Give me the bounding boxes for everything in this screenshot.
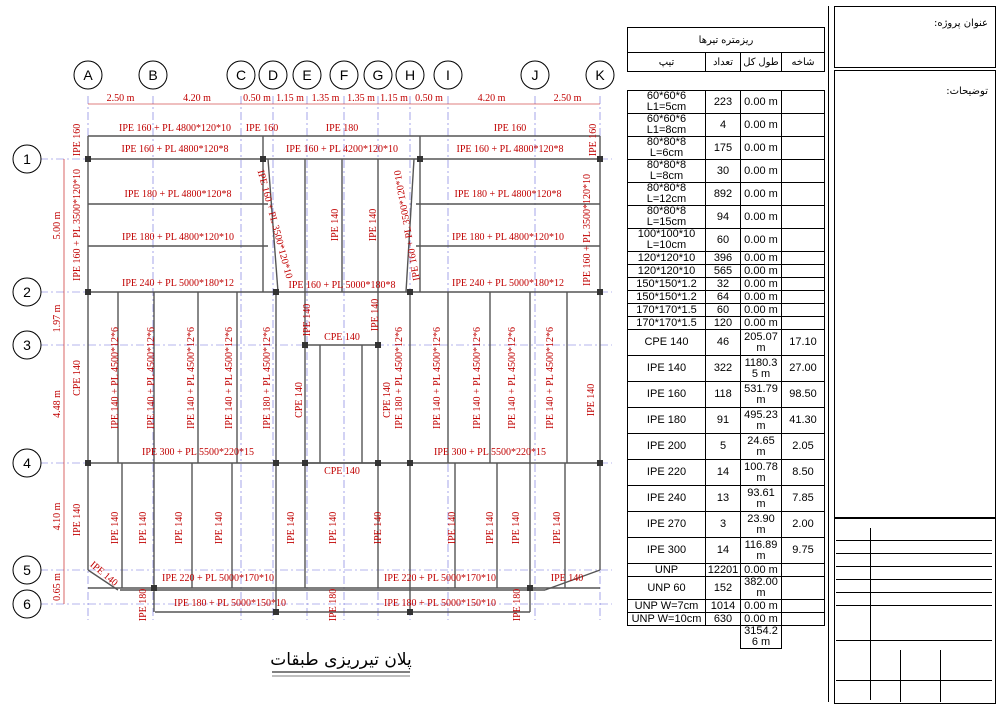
table-row <box>628 317 825 330</box>
table-cell-count: 630 <box>706 613 741 626</box>
top-dimension: 1.15 m <box>276 93 304 104</box>
table-row <box>628 512 825 538</box>
table-cell-type: 80*80*8 L=12cm <box>628 183 706 206</box>
left-dimension: 0.65 m <box>52 573 63 601</box>
beam-label-v45: IPE 140 <box>511 511 522 545</box>
svg-text:4: 4 <box>23 455 31 471</box>
column-marker <box>407 289 413 295</box>
column-marker <box>273 289 279 295</box>
column-marker <box>597 460 603 466</box>
column-marker <box>273 609 279 615</box>
table-header-0: تیپ <box>628 53 706 72</box>
table-cell-length: 531.79 m <box>741 382 782 408</box>
left-dimension: 4.48 m <box>52 390 63 418</box>
top-dimension: 1.35 m <box>311 93 340 104</box>
column-marker <box>375 342 381 348</box>
table-cell-length: 0.00 m <box>741 600 782 613</box>
table-cell-length: 0.00 m <box>741 291 782 304</box>
table-cell-type: 80*80*8 L=6cm <box>628 137 706 160</box>
table-cell-length: 0.00 m <box>741 229 782 252</box>
table-cell-length: 0.00 m <box>741 183 782 206</box>
table-cell-length: 1180.35 m <box>741 356 782 382</box>
table-cell-branch <box>782 91 825 114</box>
table-cell-branch <box>782 600 825 613</box>
table-cell-count: 152 <box>706 577 741 600</box>
table-cell-count: 5 <box>706 434 741 460</box>
svg-text:J: J <box>531 67 539 83</box>
table-cell-length: 382.00 m <box>741 577 782 600</box>
beam-label-r1_left: IPE 160 + PL 4800*120*10 <box>119 123 231 134</box>
table-cell-type: 100*100*10 L=10cm <box>628 229 706 252</box>
column-marker <box>527 585 533 591</box>
table-cell-type: 170*170*1.5 <box>628 317 706 330</box>
grid-bubble-row-2 <box>13 278 41 306</box>
table-cell-count: 64 <box>706 291 741 304</box>
table-cell-length: 0.00 m <box>741 206 782 229</box>
table-cell-length: 205.07 m <box>741 330 782 356</box>
table-cell-branch <box>782 577 825 600</box>
table-cell-count: 46 <box>706 330 741 356</box>
table-cell-branch: 27.00 <box>782 356 825 382</box>
project-title-label: عنوان پروژه: <box>933 18 988 29</box>
beam-label-v45: IPE 140 <box>552 511 563 545</box>
beam-label-vE3: CPE 140 <box>294 382 305 418</box>
beam-label-v23_6: IPE 180 + PL 4500*12*6 <box>394 327 405 429</box>
column-marker <box>417 156 423 162</box>
beam-schedule-table <box>627 27 825 649</box>
table-cell-branch <box>782 183 825 206</box>
grid-bubble-I <box>434 61 462 89</box>
column-marker <box>302 342 308 348</box>
left-dimension: 4.10 m <box>52 502 63 531</box>
svg-text:G: G <box>372 67 384 83</box>
beam-label-r2_right: IPE 240 + PL 5000*180*12 <box>452 278 564 289</box>
table-cell-count: 32 <box>706 278 741 291</box>
grid-bubble-F <box>330 61 358 89</box>
table-header-2: طول کل <box>741 53 782 72</box>
beam-label-v56: IPE 180 <box>138 588 149 622</box>
table-row <box>628 160 825 183</box>
table-cell-length: 0.00 m <box>741 304 782 317</box>
table-cell-count: 14 <box>706 538 741 564</box>
beam-label-v45: IPE 140 <box>286 511 297 545</box>
table-cell-type: 170*170*1.5 <box>628 304 706 317</box>
title-block-rule <box>836 605 992 606</box>
table-cell-type: 60*60*6 L1=8cm <box>628 114 706 137</box>
column-marker <box>260 156 266 162</box>
title-block <box>834 518 996 704</box>
table-cell-branch <box>782 160 825 183</box>
svg-text:K: K <box>595 67 605 83</box>
table-cell-count: 94 <box>706 206 741 229</box>
table-cell-length: 0.00 m <box>741 265 782 278</box>
table-cell-type <box>628 626 706 649</box>
table-cell-branch <box>782 114 825 137</box>
top-dimension: 1.15 m <box>380 93 408 104</box>
svg-text:D: D <box>267 67 279 83</box>
grid-bubble-K <box>586 61 614 89</box>
beam-label-vG2: IPE 140 <box>370 298 381 332</box>
table-cell-branch: 8.50 <box>782 460 825 486</box>
table-cell-type: IPE 220 <box>628 460 706 486</box>
left-dimension: 5.00 m <box>52 211 63 240</box>
svg-text:C: C <box>235 67 247 83</box>
grid-bubble-C <box>227 61 255 89</box>
beam-label-vE2: IPE 140 <box>302 303 313 337</box>
table-cell-type: 150*150*1.2 <box>628 291 706 304</box>
table-cell-length: 0.00 m <box>741 252 782 265</box>
table-cell-branch <box>782 626 825 649</box>
table-cell-count: 3 <box>706 512 741 538</box>
beam-label-v23_2: IPE 140 + PL 4500*12*6 <box>146 327 157 429</box>
beam-label-vE: IPE 140 <box>330 208 341 242</box>
table-row <box>628 137 825 160</box>
table-row <box>628 252 825 265</box>
beam-label-mid1_left: IPE 180 + PL 4800*120*8 <box>124 189 232 200</box>
table-cell-count: 30 <box>706 160 741 183</box>
table-cell-count: 175 <box>706 137 741 160</box>
beam-label-vA4: IPE 140 <box>72 503 83 537</box>
table-row <box>628 114 825 137</box>
table-row <box>628 434 825 460</box>
beam-label-v23_5: IPE 180 + PL 4500*12*6 <box>262 327 273 429</box>
sheet-border-right <box>828 6 829 702</box>
beam-label-vH: IPE 160 + PL 3500*120*10 <box>392 169 423 282</box>
beam-label-r1_mid: IPE 160 + PL 4200*120*10 <box>286 144 398 155</box>
beam-label-v45: IPE 140 <box>138 511 149 545</box>
svg-text:I: I <box>446 67 450 83</box>
column-marker <box>375 460 381 466</box>
title-block-rule <box>836 680 992 681</box>
table-cell-length: 0.00 m <box>741 613 782 626</box>
beam-label-vC: IPE 160 + PL 3500*120*10 <box>254 168 295 280</box>
table-cell-type: 120*120*10 <box>628 265 706 278</box>
svg-text:6: 6 <box>23 596 31 612</box>
beam-label-r5_left: IPE 220 + PL 5000*170*10 <box>162 573 274 584</box>
table-cell-count: 120 <box>706 317 741 330</box>
table-row <box>628 291 825 304</box>
beam-label-r1_right: IPE 160 + PL 4800*120*8 <box>456 144 564 155</box>
table-cell-branch: 2.00 <box>782 512 825 538</box>
table-row <box>628 382 825 408</box>
title-block-rule <box>940 650 941 702</box>
grid-bubble-row-3 <box>13 331 41 359</box>
beam-label-ipe160_a: IPE 160 <box>245 123 279 134</box>
table-cell-length: 100.78 m <box>741 460 782 486</box>
table-cell-length: 0.00 m <box>741 317 782 330</box>
table-row <box>628 356 825 382</box>
beam-label-v23_1: IPE 140 + PL 4500*12*6 <box>110 327 121 429</box>
title-block-rule <box>870 528 871 700</box>
column-marker <box>273 460 279 466</box>
beam-label-cpe_top: CPE 140 <box>324 332 360 343</box>
table-row <box>628 600 825 613</box>
beam-label-r1_left2: IPE 160 + PL 4800*120*8 <box>121 144 229 155</box>
table-cell-branch <box>782 278 825 291</box>
table-row <box>628 330 825 356</box>
table-cell-count: 565 <box>706 265 741 278</box>
column-marker <box>85 289 91 295</box>
table-row <box>628 577 825 600</box>
beam-label-mid1_right: IPE 180 + PL 4800*120*8 <box>454 189 562 200</box>
left-dimension: 1.97 m <box>52 304 63 333</box>
table-cell-length: 24.65 m <box>741 434 782 460</box>
plan-title: پلان تیرریزی طبقات <box>270 650 412 670</box>
table-cell-type: UNP W=10cm <box>628 613 706 626</box>
table-row <box>628 183 825 206</box>
project-title-box <box>834 6 996 68</box>
svg-text:E: E <box>302 67 312 83</box>
beam-label-ipe160_b: IPE 160 <box>493 123 527 134</box>
beam-label-vK3: IPE 140 <box>586 383 597 417</box>
title-block-rule <box>836 579 992 580</box>
beam-label-v45: IPE 140 <box>110 511 121 545</box>
table-cell-length: 0.00 m <box>741 278 782 291</box>
beam-label-r2_left: IPE 240 + PL 5000*180*12 <box>122 278 234 289</box>
table-cell-type: UNP 60 <box>628 577 706 600</box>
table-cell-length: 23.90 m <box>741 512 782 538</box>
beam-label-ipe180_top: IPE 180 <box>325 123 359 134</box>
title-block-rule <box>836 592 992 593</box>
table-cell-branch <box>782 317 825 330</box>
table-cell-count: 4 <box>706 114 741 137</box>
table-spacer <box>628 72 825 91</box>
table-cell-length: 0.00 m <box>741 160 782 183</box>
table-cell-type: UNP <box>628 564 706 577</box>
column-marker <box>302 460 308 466</box>
table-cell-count: 1014 <box>706 600 741 613</box>
table-cell-branch <box>782 265 825 278</box>
table-cell-branch: 98.50 <box>782 382 825 408</box>
top-dimension: 0.50 m <box>243 93 271 104</box>
beam-label-v23_7: IPE 140 + PL 4500*12*6 <box>432 327 443 429</box>
grid-bubble-row-1 <box>13 145 41 173</box>
beam-label-r2_mid: IPE 160 + PL 5000*180*8 <box>288 280 396 291</box>
table-cell-branch: 17.10 <box>782 330 825 356</box>
grid-bubble-row-4 <box>13 449 41 477</box>
beam-label-v23_9: IPE 140 + PL 4500*12*6 <box>507 327 518 429</box>
table-cell-count: 14 <box>706 460 741 486</box>
grid-bubble-row-5 <box>13 556 41 584</box>
table-cell-length: 3154.26 m <box>741 626 782 649</box>
beam-label-v45: IPE 140 <box>328 511 339 545</box>
table-cell-type: 150*150*1.2 <box>628 278 706 291</box>
title-block-rule <box>836 566 992 567</box>
beam-label-v23_10: IPE 140 + PL 4500*12*6 <box>545 327 556 429</box>
title-block-rule <box>836 540 992 541</box>
beam-label-vG3: CPE 140 <box>382 382 393 418</box>
table-cell-type: 80*80*8 L=15cm <box>628 206 706 229</box>
beam-label-r6_right: IPE 180 + PL 5000*150*10 <box>384 598 496 609</box>
beam-label-v45: IPE 140 <box>214 511 225 545</box>
column-marker <box>597 289 603 295</box>
table-cell-count: 60 <box>706 304 741 317</box>
column-marker <box>85 460 91 466</box>
beam-label-vG: IPE 140 <box>368 208 379 242</box>
table-cell-branch <box>782 304 825 317</box>
beam-label-vA3: CPE 140 <box>72 360 83 396</box>
beam-label-v45: IPE 140 <box>174 511 185 545</box>
table-cell-count: 118 <box>706 382 741 408</box>
table-row <box>628 206 825 229</box>
table-cell-type: 60*60*6 L1=5cm <box>628 91 706 114</box>
column-marker <box>407 460 413 466</box>
grid-bubble-E <box>293 61 321 89</box>
table-title: ریزمتره تیرها <box>628 28 825 53</box>
table-row <box>628 278 825 291</box>
beam-label-r4_left: IPE 300 + PL 5500*220*15 <box>142 447 254 458</box>
beam-label-vA2: IPE 160 + PL 3500*120*10 <box>72 169 83 281</box>
beam-label-v45: IPE 140 <box>447 511 458 545</box>
table-cell-length: 93.61 m <box>741 486 782 512</box>
table-cell-type: IPE 140 <box>628 356 706 382</box>
table-cell-branch <box>782 252 825 265</box>
table-row <box>628 486 825 512</box>
table-row <box>628 304 825 317</box>
table-cell-type: IPE 160 <box>628 382 706 408</box>
table-cell-count: 12201 <box>706 564 741 577</box>
svg-text:3: 3 <box>23 337 31 353</box>
beam-label-cpe_bot: CPE 140 <box>324 466 360 477</box>
table-cell-type: IPE 300 <box>628 538 706 564</box>
table-cell-branch: 9.75 <box>782 538 825 564</box>
svg-text:2: 2 <box>23 284 31 300</box>
table-row <box>628 613 825 626</box>
beam-label-v45: IPE 140 <box>485 511 496 545</box>
grid-bubble-row-6 <box>13 590 41 618</box>
grid-bubble-G <box>364 61 392 89</box>
table-cell-branch <box>782 206 825 229</box>
table-cell-type: CPE 140 <box>628 330 706 356</box>
table-cell-type: IPE 180 <box>628 408 706 434</box>
top-dimension: 0.50 m <box>415 93 443 104</box>
table-cell-type: IPE 270 <box>628 512 706 538</box>
table-cell-type: 80*80*8 L=8cm <box>628 160 706 183</box>
table-cell-branch: 7.85 <box>782 486 825 512</box>
table-cell-count <box>706 626 741 649</box>
table-cell-length: 116.89 m <box>741 538 782 564</box>
table-row <box>628 538 825 564</box>
top-dimension: 1.35 m <box>347 93 375 104</box>
beam-label-mid2_right: IPE 180 + PL 4800*120*10 <box>452 232 564 243</box>
table-row <box>628 564 825 577</box>
table-cell-count: 396 <box>706 252 741 265</box>
title-block-rule <box>900 650 901 702</box>
table-cell-count: 223 <box>706 91 741 114</box>
svg-text:1: 1 <box>23 151 31 167</box>
table-row <box>628 408 825 434</box>
table-row <box>628 265 825 278</box>
table-cell-branch <box>782 137 825 160</box>
beam-label-r5_corner: IPE 140 <box>87 559 120 589</box>
beam-label-r5_right: IPE 220 + PL 5000*170*10 <box>384 573 496 584</box>
column-marker <box>85 156 91 162</box>
table-row <box>628 626 825 649</box>
title-block-rule <box>836 553 992 554</box>
table-cell-branch <box>782 291 825 304</box>
beam-label-v23_8: IPE 140 + PL 4500*12*6 <box>472 327 483 429</box>
grid-bubble-J <box>521 61 549 89</box>
table-cell-type: IPE 240 <box>628 486 706 512</box>
table-cell-branch: 2.05 <box>782 434 825 460</box>
beam-label-v45: IPE 140 <box>373 511 384 545</box>
svg-text:H: H <box>404 67 416 83</box>
column-marker <box>407 609 413 615</box>
column-marker <box>151 585 157 591</box>
beam-label-vA1: IPE 160 <box>72 123 83 157</box>
table-cell-count: 91 <box>706 408 741 434</box>
table-cell-type: UNP W=7cm <box>628 600 706 613</box>
beam-label-mid2_left: IPE 180 + PL 4800*120*10 <box>122 232 234 243</box>
beam-label-r4_right: IPE 300 + PL 5500*220*15 <box>434 447 546 458</box>
table-cell-branch <box>782 229 825 252</box>
table-cell-count: 13 <box>706 486 741 512</box>
grid-bubble-D <box>259 61 287 89</box>
svg-text:B: B <box>148 67 158 83</box>
top-dimension: 2.50 m <box>106 93 135 104</box>
table-row <box>628 229 825 252</box>
table-cell-type: IPE 200 <box>628 434 706 460</box>
top-dimension: 2.50 m <box>553 93 582 104</box>
beam-label-r5_end: IPE 140 <box>550 573 584 584</box>
beam-label-r6_left: IPE 180 + PL 5000*150*10 <box>174 598 286 609</box>
table-cell-length: 0.00 m <box>741 114 782 137</box>
table-row <box>628 91 825 114</box>
table-cell-branch <box>782 613 825 626</box>
beam-label-v23_4: IPE 140 + PL 4500*12*6 <box>224 327 235 429</box>
grid-bubble-A <box>74 61 102 89</box>
beam-label-vK1: IPE 160 <box>588 123 599 157</box>
svg-text:A: A <box>83 67 93 83</box>
table-cell-length: 0.00 m <box>741 137 782 160</box>
notes-label: توضیحات: <box>946 86 988 97</box>
table-row <box>628 460 825 486</box>
beam-label-v56: IPE 180 <box>512 588 523 622</box>
top-dimension: 4.20 m <box>477 93 506 104</box>
table-cell-count: 892 <box>706 183 741 206</box>
table-header-1: تعداد <box>706 53 741 72</box>
grid-bubble-B <box>139 61 167 89</box>
table-cell-length: 0.00 m <box>741 564 782 577</box>
table-cell-length: 495.23 m <box>741 408 782 434</box>
table-cell-branch: 41.30 <box>782 408 825 434</box>
top-dimension: 4.20 m <box>183 93 211 104</box>
grid-bubble-H <box>396 61 424 89</box>
table-cell-branch <box>782 564 825 577</box>
notes-box <box>834 70 996 518</box>
table-cell-length: 0.00 m <box>741 91 782 114</box>
beam-label-v23_3: IPE 140 + PL 4500*12*6 <box>186 327 197 429</box>
beam-label-vK2: IPE 160 + PL 3500*120*10 <box>582 174 593 286</box>
svg-text:F: F <box>339 67 349 83</box>
table-cell-count: 322 <box>706 356 741 382</box>
table-header-3: شاخه <box>782 53 825 72</box>
table-cell-type: 120*120*10 <box>628 252 706 265</box>
beam-label-v56: IPE 180 <box>328 588 339 622</box>
svg-text:5: 5 <box>23 562 31 578</box>
title-block-rule <box>836 640 992 641</box>
table-cell-count: 60 <box>706 229 741 252</box>
